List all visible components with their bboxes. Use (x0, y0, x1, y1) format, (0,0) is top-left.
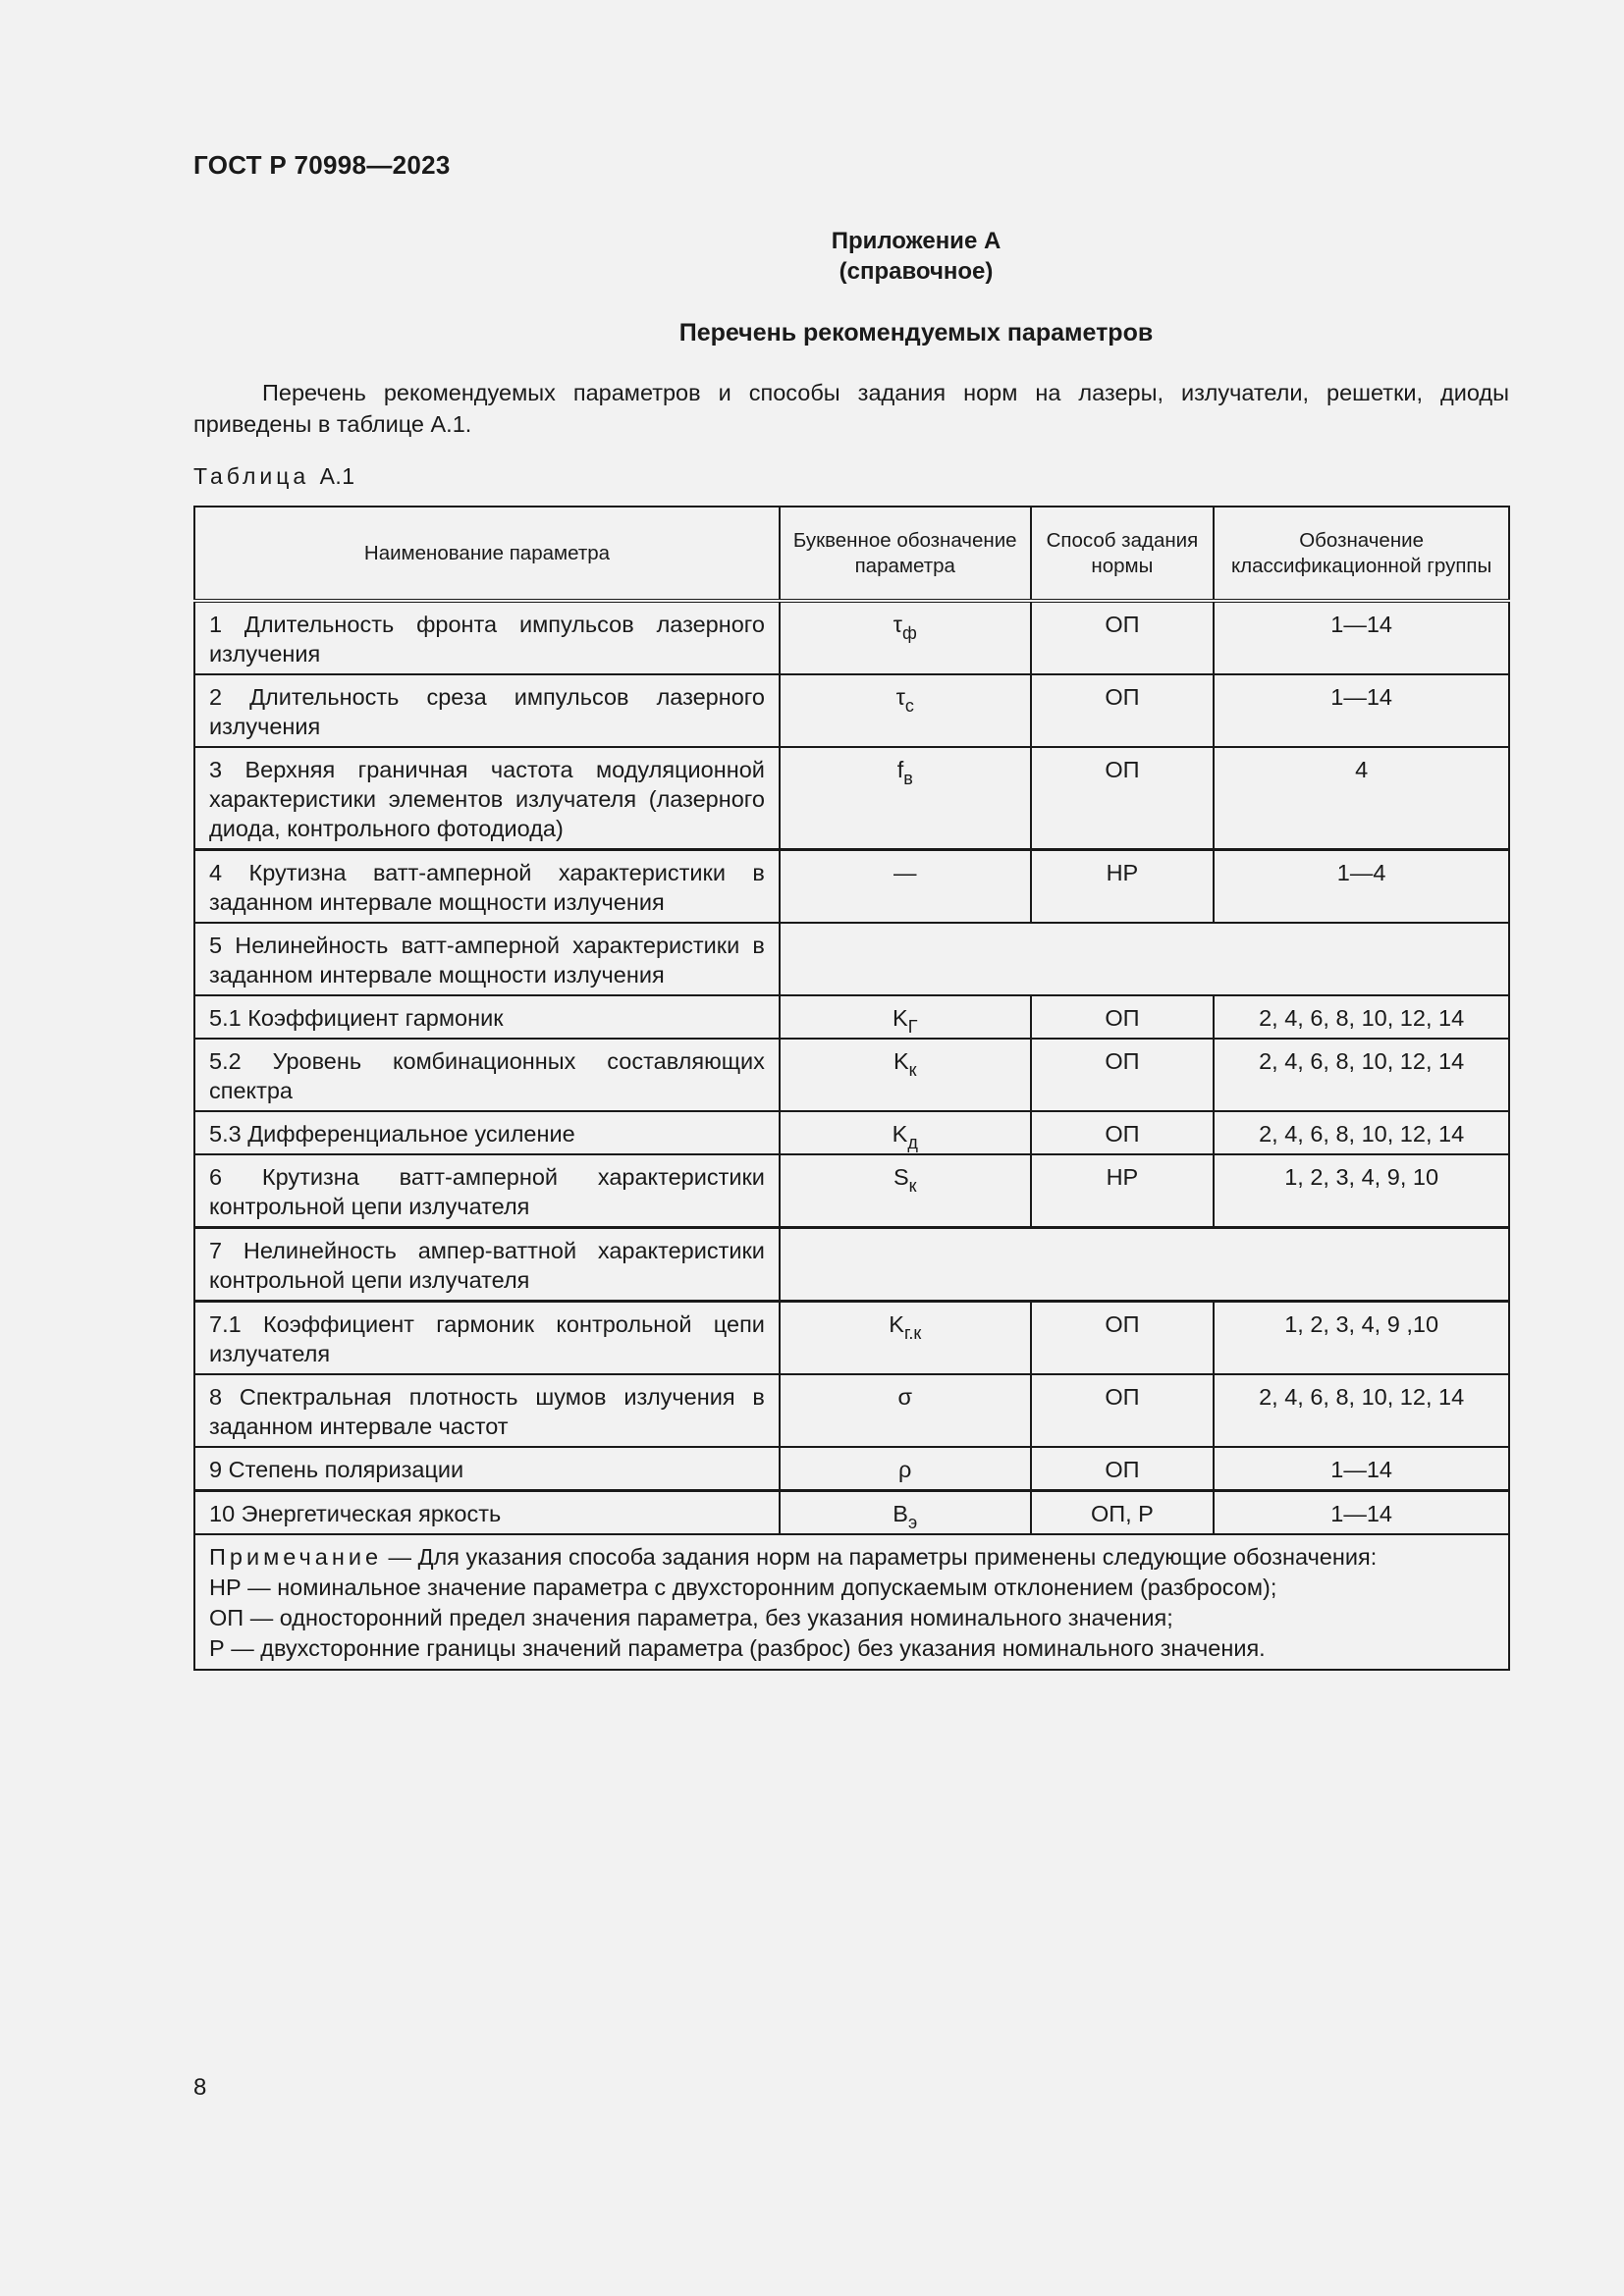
class-group-cell: 1—4 (1214, 850, 1509, 924)
symbol-subscript: ф (901, 623, 917, 643)
page-number: 8 (193, 2074, 207, 2101)
symbol-main: ρ (898, 1457, 912, 1482)
letter-symbol-cell (780, 1302, 1031, 1375)
param-name-cell: 6 Крутизна ватт-амперной характеристики контрольной цепи излучателя (194, 1154, 780, 1228)
document-code: ГОСТ Р 70998—2023 (193, 150, 451, 180)
param-name-cell: 5 Нелинейность ватт-амперной характеристики в заданном интервале мощности излучения (194, 923, 780, 995)
table-row (194, 1154, 1509, 1228)
param-name-cell: 7 Нелинейность ампер-ваттной характеристики контрольной цепи излучателя (194, 1228, 780, 1302)
symbol-main: K (892, 1121, 908, 1147)
merged-empty-cell (780, 1228, 1509, 1302)
table-note (194, 1534, 1509, 1670)
norm-method-cell: ОП (1031, 747, 1215, 850)
table-row (194, 1228, 1509, 1302)
letter-symbol-cell (780, 850, 1031, 924)
param-name-cell: 2 Длительность среза импульсов лазерного излучения (194, 674, 780, 747)
section-title: Перечень рекомендуемых параметров (678, 319, 1154, 347)
symbol-main: f (896, 757, 904, 782)
symbol-subscript: Г (907, 1017, 918, 1037)
table-row (194, 601, 1509, 674)
class-group-cell: 2, 4, 6, 8, 10, 12, 14 (1214, 1374, 1509, 1447)
symbol-subscript: э (907, 1513, 918, 1532)
table-row (194, 1302, 1509, 1375)
symbol-main: K (889, 1311, 904, 1337)
symbol-main: σ (897, 1384, 912, 1410)
letter-symbol-cell (780, 1154, 1031, 1228)
note-intro-text: — Для указания способа задания норм на параметры применены следующие обозначения: (382, 1544, 1378, 1570)
table-row (194, 850, 1509, 924)
class-group-cell: 2, 4, 6, 8, 10, 12, 14 (1214, 1039, 1509, 1111)
symbol-subscript: с (904, 696, 914, 716)
norm-method-cell: ОП (1031, 1111, 1215, 1154)
intro-paragraph: Перечень рекомендуемых параметров и способы задания норм на лазеры, излучатели, решетки, диоды приведены в таблице А.1. (193, 380, 1509, 437)
letter-symbol-cell (780, 601, 1031, 674)
symbol-subscript: д (907, 1133, 918, 1152)
symbol-subscript: к (908, 1060, 917, 1080)
header-parameter-name: Наименование параметра (194, 507, 780, 601)
norm-method-cell: ОП (1031, 1302, 1215, 1375)
symbol-main: — (893, 860, 917, 885)
norm-method-cell: ОП (1031, 601, 1215, 674)
appendix-title: Приложение А (831, 228, 1001, 254)
symbol-main: τ (895, 684, 905, 710)
table-row (194, 1374, 1509, 1447)
symbol-main: K (893, 1048, 909, 1074)
param-name-cell: 9 Степень поляризации (194, 1447, 780, 1491)
norm-method-cell: ОП (1031, 995, 1215, 1039)
class-group-cell: 1, 2, 3, 4, 9, 10 (1214, 1154, 1509, 1228)
norm-method-cell: ОП (1031, 1039, 1215, 1111)
header-norm-method: Способ задания нормы (1031, 507, 1215, 601)
letter-symbol-cell (780, 1039, 1031, 1111)
header-class-group: Обозначение классификационной группы (1214, 507, 1509, 601)
note-line-4: Р — двухсторонние границы значений параметра (разброс) без указания номинального значения. (209, 1635, 1266, 1661)
norm-method-cell: ОП (1031, 1447, 1215, 1491)
param-name-cell: 5.2 Уровень комбинационных составляющих спектра (194, 1039, 780, 1111)
class-group-cell: 4 (1214, 747, 1509, 850)
note-line-2: НР — номинальное значение параметра с двухсторонним допускаемым отклонением (разбросом); (209, 1575, 1277, 1600)
symbol-main: τ (893, 612, 902, 637)
table-row (194, 1447, 1509, 1491)
appendix-heading (0, 226, 1624, 287)
merged-empty-cell (780, 923, 1509, 995)
letter-symbol-cell (780, 1447, 1031, 1491)
symbol-main: K (893, 1005, 908, 1031)
class-group-cell: 2, 4, 6, 8, 10, 12, 14 (1214, 995, 1509, 1039)
parameters-table (193, 506, 1510, 1671)
param-name-cell: 3 Верхняя граничная частота модуляционной характеристики элементов излучателя (лазерного диода, контрольного фотодиода) (194, 747, 780, 850)
letter-symbol-cell (780, 1111, 1031, 1154)
table-row (194, 747, 1509, 850)
norm-method-cell: НР (1031, 850, 1215, 924)
table-row (194, 923, 1509, 995)
symbol-main: S (893, 1164, 909, 1190)
table-row (194, 1491, 1509, 1535)
table-row (194, 1111, 1509, 1154)
norm-method-cell: ОП (1031, 1374, 1215, 1447)
param-name-cell: 5.3 Дифференциальное усиление (194, 1111, 780, 1154)
note-row (194, 1534, 1509, 1670)
note-line-1 (209, 1542, 1494, 1573)
param-name-cell: 10 Энергетическая яркость (194, 1491, 780, 1535)
table-row (194, 995, 1509, 1039)
letter-symbol-cell (780, 1374, 1031, 1447)
norm-method-cell: ОП (1031, 674, 1215, 747)
class-group-cell: 1—14 (1214, 1491, 1509, 1535)
class-group-cell: 1, 2, 3, 4, 9 ,10 (1214, 1302, 1509, 1375)
letter-symbol-cell (780, 674, 1031, 747)
table-label-word: Таблица (193, 463, 310, 489)
param-name-cell: 5.1 Коэффициент гармоник (194, 995, 780, 1039)
param-name-cell: 8 Спектральная плотность шумов излучения в заданном интервале частот (194, 1374, 780, 1447)
appendix-subtitle: (справочное) (839, 258, 994, 285)
note-line-3: ОП — односторонний предел значения параметра, без указания номинального значения; (209, 1605, 1173, 1630)
norm-method-cell: ОП, Р (1031, 1491, 1215, 1535)
class-group-cell: 1—14 (1214, 674, 1509, 747)
letter-symbol-cell (780, 747, 1031, 850)
symbol-subscript: в (903, 769, 913, 788)
norm-method-cell: НР (1031, 1154, 1215, 1228)
symbol-subscript: к (908, 1176, 917, 1196)
table-row (194, 674, 1509, 747)
class-group-cell: 2, 4, 6, 8, 10, 12, 14 (1214, 1111, 1509, 1154)
class-group-cell: 1—14 (1214, 1447, 1509, 1491)
table-body (194, 601, 1509, 1534)
param-name-cell: 7.1 Коэффициент гармоник контрольной цепи излучателя (194, 1302, 780, 1375)
param-name-cell: 1 Длительность фронта импульсов лазерного излучения (194, 601, 780, 674)
table-label (193, 463, 355, 490)
letter-symbol-cell (780, 995, 1031, 1039)
table-label-number: А.1 (319, 463, 355, 489)
letter-symbol-cell (780, 1491, 1031, 1535)
note-label: Примечание (209, 1544, 383, 1570)
table-row (194, 1039, 1509, 1111)
class-group-cell: 1—14 (1214, 601, 1509, 674)
symbol-main: B (893, 1501, 908, 1526)
param-name-cell: 4 Крутизна ватт-амперной характеристики в заданном интервале мощности излучения (194, 850, 780, 924)
table-header-row (194, 507, 1509, 601)
header-letter-symbol: Буквенное обозначение параметра (780, 507, 1031, 601)
symbol-subscript: г.к (903, 1323, 922, 1343)
